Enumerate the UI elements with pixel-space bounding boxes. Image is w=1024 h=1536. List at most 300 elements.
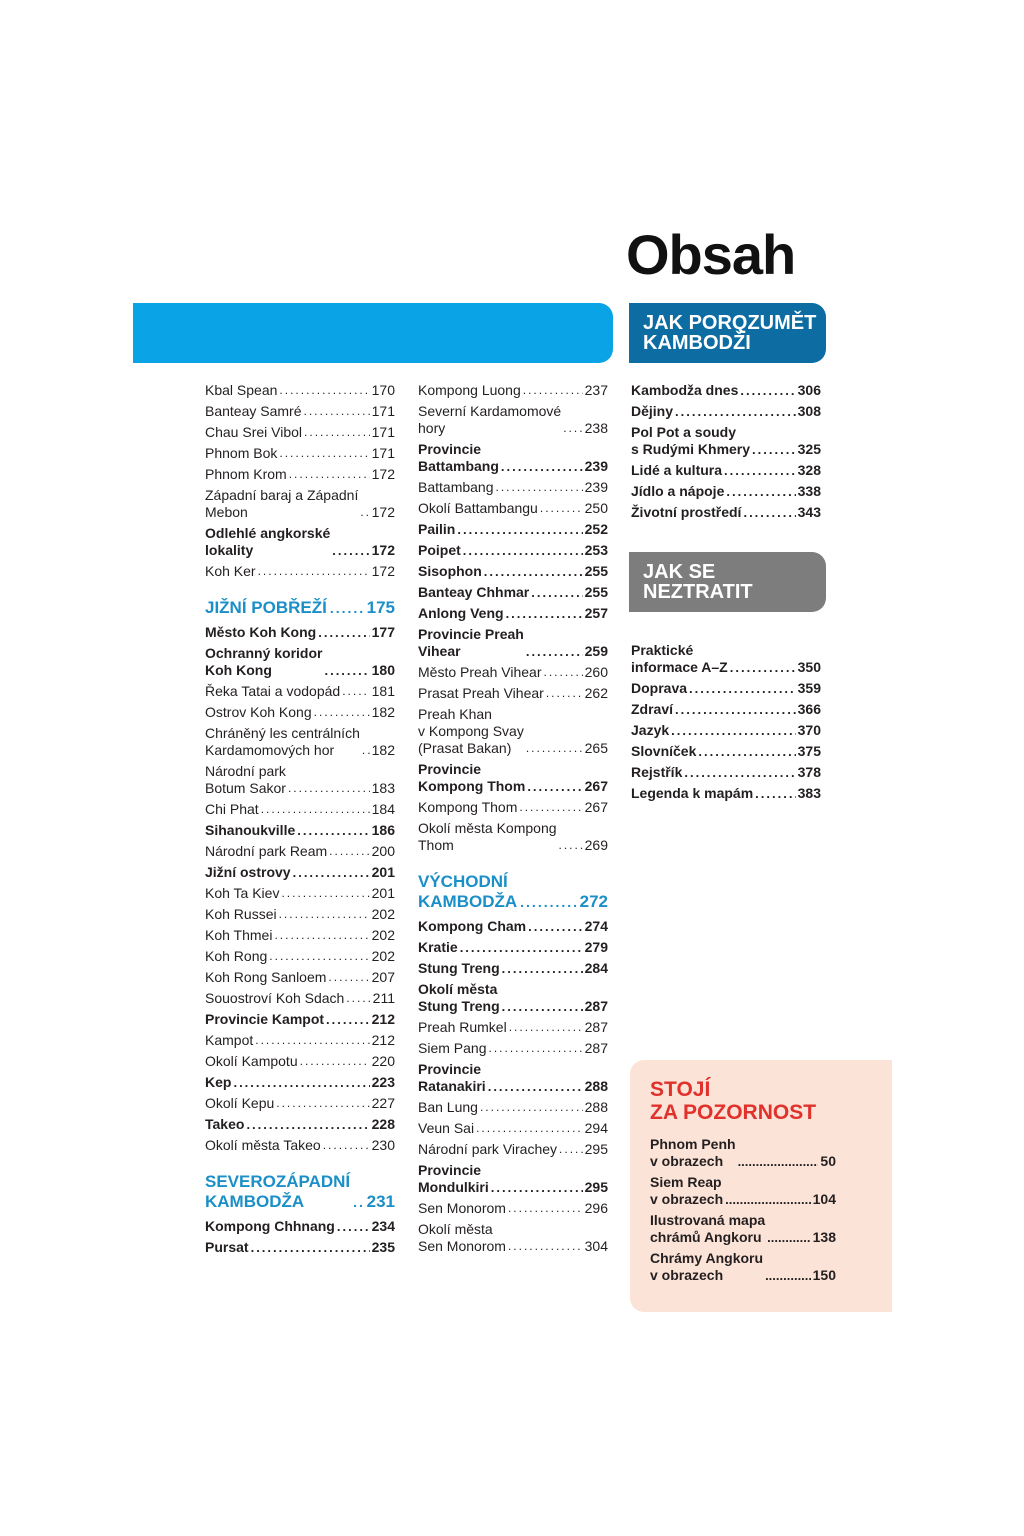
toc-entry[interactable]: [418, 1200, 608, 1217]
toc-section-heading-east[interactable]: [418, 872, 608, 912]
toc-entry[interactable]: [418, 1221, 608, 1255]
toc-entry-name: Anlong Veng: [418, 605, 504, 621]
dot-leader: [279, 445, 369, 462]
dot-leader: [353, 1192, 363, 1212]
toc-entry-page: 211: [372, 990, 395, 1006]
dot-leader: [304, 424, 370, 441]
dot-leader: [724, 462, 796, 479]
toc-entry-name: Okolí města Takeo: [205, 1137, 321, 1153]
toc-entry-name: Severní Kardamomové hory: [418, 403, 562, 436]
toc-entry-name: Doprava: [631, 680, 688, 696]
section-heading-name: VÝCHODNÍ KAMBODŽA: [418, 872, 518, 911]
dot-leader: [346, 990, 370, 1007]
toc-entry-page: 328: [797, 462, 821, 478]
dot-leader: [279, 382, 369, 399]
dot-leader: [314, 704, 370, 721]
toc-entry[interactable]: [650, 1174, 836, 1208]
toc-group-attractions: [650, 1136, 836, 1284]
toc-entry[interactable]: [205, 1239, 395, 1256]
toc-entry-page: 202: [371, 927, 395, 943]
toc-entry-name: Chráněný les centrálních Kardamomových hor: [205, 725, 360, 758]
toc-entry-name: Preah Khan v Kompong Svay (Prasat Bakan): [418, 706, 524, 756]
dot-leader: [496, 479, 583, 496]
dot-leader: [488, 1078, 583, 1095]
toc-entry-name: Západní baraj a Západní Mebon: [205, 487, 359, 520]
toc-entry-page: 239: [584, 479, 608, 495]
toc-entry-name: Slovníček: [631, 743, 697, 759]
dot-leader: [255, 1032, 369, 1049]
toc-entry[interactable]: [205, 801, 395, 818]
toc-column-2: [418, 382, 608, 1259]
section-box-understand-label: JAK PORQZUMĚT KAMBODŽI: [643, 312, 817, 354]
dot-leader: [546, 685, 583, 702]
toc-entry-name: Phnom Penh v obrazech: [650, 1136, 736, 1169]
toc-entry-page: 200: [371, 843, 395, 859]
toc-entry[interactable]: [631, 424, 821, 458]
dot-leader: [484, 563, 583, 580]
toc-entry-page: 172: [371, 466, 395, 482]
toc-entry-name: Provincie Kampot: [205, 1011, 325, 1027]
toc-entry-name: Ostrov Koh Kong: [205, 704, 312, 720]
toc-entry[interactable]: [418, 1099, 608, 1116]
toc-entry[interactable]: [418, 626, 608, 660]
toc-entry-name: Veun Sai: [418, 1120, 475, 1136]
toc-entry-name: Phnom Krom: [205, 466, 287, 482]
dot-leader: [304, 403, 370, 420]
section-heading-page: 272: [579, 892, 608, 911]
toc-entry-name: Souostroví Koh Sdach: [205, 990, 345, 1006]
toc-entry-name: Pol Pot a soudy s Rudými Khmery: [631, 424, 751, 457]
dot-leader: [501, 458, 583, 475]
attractions-box: [630, 1060, 892, 1312]
toc-entry[interactable]: [205, 704, 395, 721]
toc-entry-page: 182: [371, 742, 395, 758]
toc-entry[interactable]: [631, 701, 821, 718]
toc-entry[interactable]: [418, 584, 608, 601]
toc-entry-name: Město Koh Kong: [205, 624, 317, 640]
toc-entry-name: Okolí Kepu: [205, 1095, 275, 1111]
toc-entry-name: Jídlo a nápoje: [631, 483, 725, 499]
dot-leader: [279, 906, 370, 923]
toc-group-understand: [631, 382, 821, 521]
dot-leader: [480, 1099, 583, 1116]
toc-entry[interactable]: [205, 990, 395, 1007]
toc-entry[interactable]: [418, 939, 608, 956]
dot-leader: [508, 1200, 583, 1217]
dot-leader: [509, 1019, 583, 1036]
dot-leader: [297, 822, 369, 839]
toc-entry-name: Takeo: [205, 1116, 245, 1132]
toc-entry[interactable]: [205, 864, 395, 881]
toc-entry-page: 172: [371, 504, 395, 520]
toc-entry[interactable]: [418, 1061, 608, 1095]
toc-entry-page: 207: [371, 969, 395, 985]
dot-leader: [342, 683, 369, 700]
section-heading-page: 175: [366, 598, 395, 617]
toc-entry[interactable]: [418, 761, 608, 795]
toc-entry[interactable]: [418, 918, 608, 935]
dot-leader: [740, 382, 795, 399]
toc-entry[interactable]: [205, 948, 395, 965]
toc-entry-name: Okolí města Stung Treng: [418, 981, 500, 1014]
toc-entry-page: 259: [584, 643, 608, 659]
toc-entry-page: 202: [371, 906, 395, 922]
attractions-title: STOJÍ ZA POZORNOST: [650, 1078, 817, 1124]
toc-entry[interactable]: [418, 799, 608, 816]
dot-leader: [755, 785, 795, 802]
toc-entry[interactable]: [631, 504, 821, 521]
toc-entry[interactable]: [418, 1019, 608, 1036]
toc-entry-name: Zdraví: [631, 701, 674, 717]
dot-leader: [527, 778, 582, 795]
toc-entry-page: 383: [797, 785, 821, 801]
toc-entry-page: 104: [812, 1191, 836, 1207]
toc-entry-name: Praktické informace A–Z: [631, 642, 728, 675]
toc-entry-name: Koh Rong Sanloem: [205, 969, 327, 985]
toc-entry-name: Kep: [205, 1074, 232, 1090]
toc-entry-name: Kompong Cham: [418, 918, 527, 934]
toc-entry-name: Koh Ker: [205, 563, 256, 579]
toc-entry-page: 257: [584, 605, 608, 621]
toc-entry[interactable]: [418, 981, 608, 1015]
toc-entry-page: 260: [584, 664, 608, 680]
toc-entry[interactable]: [418, 1162, 608, 1196]
section-heading-name: JIŽNÍ POBŘEŽÍ: [205, 598, 327, 617]
toc-entry-name: Battambang: [418, 479, 494, 495]
toc-group-col1-top: [205, 382, 395, 580]
toc-entry[interactable]: [205, 1095, 395, 1112]
dot-leader: [488, 1040, 582, 1057]
dot-leader: [528, 918, 583, 935]
toc-entry[interactable]: [631, 680, 821, 697]
toc-entry[interactable]: [205, 403, 395, 420]
dot-leader: [506, 605, 583, 622]
toc-entry[interactable]: [631, 382, 821, 399]
toc-entry-page: 343: [797, 504, 821, 520]
dot-leader: [269, 948, 369, 965]
dot-leader: [460, 939, 583, 956]
toc-entry-name: Kambodža dnes: [631, 382, 739, 398]
toc-entry-page: 304: [584, 1238, 608, 1254]
toc-entry[interactable]: [205, 487, 395, 521]
toc-entry-page: 295: [584, 1179, 608, 1195]
dot-leader: [523, 382, 583, 399]
toc-entry-page: 370: [797, 722, 821, 738]
dot-leader: [293, 864, 370, 881]
toc-entry-page: 284: [584, 960, 608, 976]
toc-entry[interactable]: [205, 1218, 395, 1235]
toc-entry[interactable]: [205, 1074, 395, 1091]
toc-entry[interactable]: [205, 382, 395, 399]
toc-entry-name: Phnom Bok: [205, 445, 278, 461]
toc-entry-page: 170: [371, 382, 395, 398]
toc-entry-name: Siem Reap v obrazech: [650, 1174, 724, 1207]
dot-leader: [323, 1137, 370, 1154]
toc-entry[interactable]: [205, 763, 395, 797]
section-box-understand: [629, 303, 826, 363]
dot-leader: [251, 1239, 370, 1256]
dot-leader: [457, 521, 582, 538]
toc-entry[interactable]: [418, 563, 608, 580]
toc-entry[interactable]: [631, 785, 821, 802]
toc-column-navigate: [631, 642, 821, 806]
toc-entry-name: Odlehlé angkorské lokality: [205, 525, 331, 558]
toc-entry[interactable]: [418, 1040, 608, 1057]
toc-entry[interactable]: [205, 1032, 395, 1049]
dot-leader: [491, 1179, 583, 1196]
toc-entry-name: Kbal Spean: [205, 382, 278, 398]
dot-leader: [520, 892, 576, 912]
dot-leader: [360, 504, 369, 521]
toc-entry[interactable]: [205, 424, 395, 441]
dot-leader: [233, 1074, 369, 1091]
toc-entry-name: Provincie Preah Vihear: [418, 626, 524, 659]
toc-entry[interactable]: [418, 605, 608, 622]
toc-entry-page: 237: [584, 382, 608, 398]
toc-entry-page: 150: [812, 1267, 836, 1283]
toc-entry[interactable]: [631, 462, 821, 479]
toc-column-understand: [631, 382, 821, 525]
toc-entry-page: 296: [584, 1200, 608, 1216]
toc-entry-name: Kompong Luong: [418, 382, 521, 398]
toc-entry-name: Preah Rumkel: [418, 1019, 507, 1035]
toc-entry[interactable]: [205, 1137, 395, 1154]
toc-entry-page: 227: [371, 1095, 395, 1111]
toc-entry-page: 359: [797, 680, 821, 696]
toc-entry[interactable]: [205, 906, 395, 923]
toc-entry-page: 184: [371, 801, 395, 817]
toc-column-attractions: [650, 1136, 836, 1288]
toc-entry-name: Provincie Battambang: [418, 441, 499, 474]
toc-entry[interactable]: [205, 525, 395, 559]
toc-entry[interactable]: [418, 820, 608, 854]
toc-entry[interactable]: [650, 1136, 836, 1170]
toc-entry-page: 288: [584, 1078, 608, 1094]
toc-entry[interactable]: [631, 642, 821, 676]
toc-entry[interactable]: [631, 743, 821, 760]
toc-entry-name: Prasat Preah Vihear: [418, 685, 544, 701]
dot-leader: [332, 542, 369, 559]
dot-leader: [743, 504, 795, 521]
dot-leader: [326, 1011, 370, 1028]
toc-entry-name: Koh Russei: [205, 906, 277, 922]
toc-entry-name: Jazyk: [631, 722, 670, 738]
toc-entry[interactable]: [631, 483, 821, 500]
toc-entry-name: Jižní ostrovy: [205, 864, 291, 880]
toc-entry[interactable]: [205, 466, 395, 483]
toc-entry-page: 201: [371, 864, 395, 880]
toc-entry-page: 267: [584, 799, 608, 815]
toc-entry-page: 338: [797, 483, 821, 499]
toc-entry-name: Kompong Thom: [418, 799, 518, 815]
dot-leader: [288, 780, 370, 797]
toc-entry-name: Legenda k mapám: [631, 785, 754, 801]
dot-leader: [274, 927, 369, 944]
toc-entry-page: 171: [371, 445, 395, 461]
toc-group-east: [418, 918, 608, 1255]
dot-leader: [502, 960, 583, 977]
toc-entry[interactable]: [418, 1141, 608, 1158]
toc-entry-page: 269: [584, 837, 608, 853]
dot-leader: [300, 1053, 370, 1070]
toc-entry-name: Národní park Botum Sakor: [205, 763, 286, 796]
toc-entry-page: 279: [584, 939, 608, 955]
toc-entry-page: 288: [584, 1099, 608, 1115]
toc-entry[interactable]: [205, 445, 395, 462]
toc-entry[interactable]: [205, 885, 395, 902]
toc-entry[interactable]: [205, 624, 395, 641]
toc-entry-page: 350: [797, 659, 821, 675]
toc-entry[interactable]: [205, 927, 395, 944]
toc-entry-name: Okolí Battambangu: [418, 500, 538, 516]
toc-entry[interactable]: [418, 521, 608, 538]
toc-entry[interactable]: [205, 843, 395, 860]
toc-entry[interactable]: [205, 822, 395, 839]
dot-leader: [563, 420, 582, 437]
dot-leader: [543, 664, 582, 681]
toc-entry-page: 177: [371, 624, 395, 640]
header-bar: [133, 303, 613, 363]
section-box-navigate-label: JAK SE NEZTRATIT: [643, 561, 753, 603]
dot-leader: [526, 740, 583, 757]
toc-entry-page: 267: [584, 778, 608, 794]
dot-leader: [684, 764, 795, 781]
toc-entry[interactable]: [650, 1212, 836, 1246]
toc-entry-page: 50: [820, 1153, 836, 1169]
section-box-navigate: [629, 552, 826, 612]
toc-entry-page: 253: [584, 542, 608, 558]
toc-entry[interactable]: [418, 403, 608, 437]
section-heading-page: 231: [366, 1192, 395, 1211]
toc-entry-page: 308: [797, 403, 821, 419]
toc-entry-page: 183: [371, 780, 395, 796]
toc-entry[interactable]: [418, 1120, 608, 1137]
toc-entry-name: Okolí města Kompong Thom: [418, 820, 557, 853]
toc-entry[interactable]: [650, 1250, 836, 1284]
dot-leader: [675, 403, 796, 420]
toc-entry-page: 287: [584, 1040, 608, 1056]
toc-entry-name: Sen Monorom: [418, 1200, 506, 1216]
toc-entry-page: 172: [371, 563, 395, 579]
dot-leader: [559, 1141, 583, 1158]
dot-leader: [765, 1267, 811, 1284]
toc-entry-page: 252: [584, 521, 608, 537]
toc-entry[interactable]: [205, 1053, 395, 1070]
toc-entry[interactable]: [418, 500, 608, 517]
toc-entry-name: Pursat: [205, 1239, 249, 1255]
dot-leader: [689, 680, 796, 697]
dot-leader: [281, 885, 369, 902]
toc-entry-name: Chi Phat: [205, 801, 259, 817]
toc-group-south: [205, 624, 395, 1154]
toc-entry[interactable]: [418, 960, 608, 977]
toc-entry-name: Národní park Ream: [205, 843, 328, 859]
dot-leader: [508, 1238, 583, 1255]
toc-entry-page: 294: [584, 1120, 608, 1136]
toc-entry[interactable]: [418, 664, 608, 681]
toc-entry-page: 238: [584, 420, 608, 436]
toc-entry[interactable]: [418, 542, 608, 559]
toc-entry-name: Provincie Ratanakiri: [418, 1061, 486, 1094]
toc-section-heading-northwest[interactable]: [205, 1172, 395, 1212]
toc-entry-name: Rejstřík: [631, 764, 683, 780]
dot-leader: [324, 662, 369, 679]
toc-entry-name: Řeka Tatai a vodopád: [205, 683, 341, 699]
toc-entry-name: Ban Lung: [418, 1099, 478, 1115]
toc-entry[interactable]: [418, 685, 608, 702]
toc-entry[interactable]: [631, 764, 821, 781]
toc-entry-page: 287: [584, 1019, 608, 1035]
toc-entry-name: Lidé a kultura: [631, 462, 723, 478]
toc-entry-name: Sihanoukville: [205, 822, 296, 838]
toc-entry[interactable]: [205, 683, 395, 700]
toc-entry[interactable]: [205, 1011, 395, 1028]
toc-entry-page: 234: [371, 1218, 395, 1234]
toc-entry[interactable]: [418, 382, 608, 399]
dot-leader: [362, 742, 370, 759]
toc-entry-page: 255: [584, 584, 608, 600]
toc-entry-page: 223: [371, 1074, 395, 1090]
toc-section-heading-south[interactable]: [205, 598, 395, 618]
toc-entry[interactable]: [418, 441, 608, 475]
dot-leader: [526, 643, 583, 660]
toc-entry-page: 172: [371, 542, 395, 558]
dot-leader: [261, 801, 370, 818]
dot-leader: [519, 799, 582, 816]
toc-entry-page: 250: [584, 500, 608, 516]
toc-group-northwest: [205, 1218, 395, 1256]
toc-entry[interactable]: [205, 563, 395, 580]
toc-entry[interactable]: [631, 722, 821, 739]
dot-leader: [337, 1218, 370, 1235]
dot-leader: [463, 542, 583, 559]
toc-entry[interactable]: [205, 1116, 395, 1133]
toc-entry-page: 182: [371, 704, 395, 720]
toc-entry-page: 255: [584, 563, 608, 579]
toc-entry-page: 180: [371, 662, 395, 678]
toc-entry-page: 230: [371, 1137, 395, 1153]
toc-entry-page: 202: [371, 948, 395, 964]
toc-entry-page: 220: [371, 1053, 395, 1069]
toc-entry[interactable]: [205, 725, 395, 759]
dot-leader: [502, 998, 583, 1015]
toc-entry-name: Ochranný koridor Koh Kong: [205, 645, 323, 678]
dot-leader: [559, 837, 583, 854]
toc-entry[interactable]: [205, 969, 395, 986]
toc-entry-name: Kompong Chhnang: [205, 1218, 335, 1234]
toc-entry-name: Město Preah Vihear: [418, 664, 542, 680]
toc-entry-name: Okolí města Sen Monorom: [418, 1221, 506, 1254]
toc-entry-page: 295: [584, 1141, 608, 1157]
toc-entry-page: 171: [371, 424, 395, 440]
dot-leader: [476, 1120, 583, 1137]
toc-group-navigate: [631, 642, 821, 802]
toc-entry-name: Provincie Mondulkiri: [418, 1162, 489, 1195]
toc-entry[interactable]: [205, 645, 395, 679]
toc-entry-name: Poipet: [418, 542, 461, 558]
toc-entry[interactable]: [631, 403, 821, 420]
dot-leader: [767, 1229, 810, 1246]
toc-entry-page: 262: [584, 685, 608, 701]
dot-leader: [730, 659, 796, 676]
dot-leader: [531, 584, 582, 601]
dot-leader: [671, 722, 795, 739]
toc-entry[interactable]: [418, 479, 608, 496]
toc-entry-name: Banteay Samré: [205, 403, 302, 419]
toc-entry-page: 274: [584, 918, 608, 934]
toc-entry[interactable]: [418, 706, 608, 757]
toc-entry-name: Chrámy Angkoru v obrazech: [650, 1250, 764, 1283]
